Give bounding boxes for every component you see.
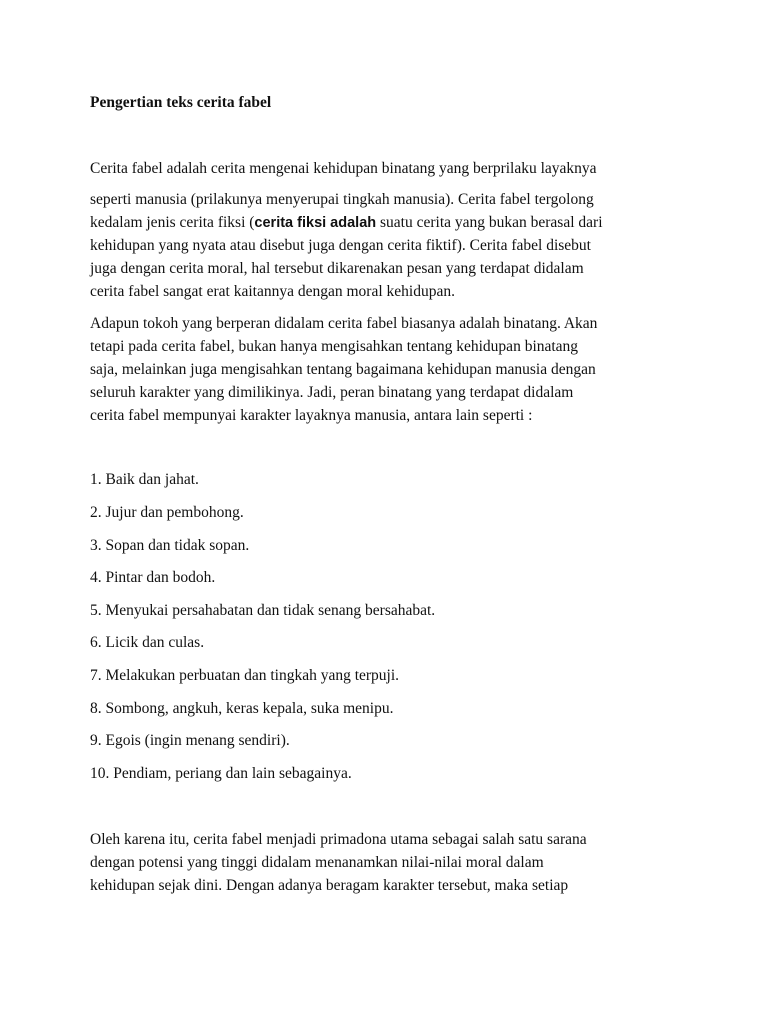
paragraph-1-line-3-pre: kedalam jenis cerita fiksi ( — [90, 214, 255, 231]
list-item: 4. Pintar dan bodoh. — [90, 569, 216, 586]
list-item: 5. Menyukai persahabatan dan tidak senang bersahabat. — [90, 602, 436, 619]
paragraph-1-bold-definition: cerita fiksi adalah — [254, 215, 377, 231]
paragraph-2-line-1: Adapun tokoh yang berperan didalam cerita fabel biasanya adalah binatang. Akan — [90, 315, 598, 332]
paragraph-3-line-3: kehidupan sejak dini. Dengan adanya beragam karakter tersebut, maka setiap — [90, 877, 569, 894]
list-item: 7. Melakukan perbuatan dan tingkah yang terpuji. — [90, 667, 400, 684]
paragraph-1-line-3-post: suatu cerita yang bukan berasal dari — [376, 214, 603, 231]
paragraph-2-line-4: seluruh karakter yang dimilikinya. Jadi, peran binatang yang terdapat didalam — [90, 384, 574, 401]
list-item: 8. Sombong, angkuh, keras kepala, suka menipu. — [90, 700, 394, 717]
paragraph-1-line-3 — [90, 212, 603, 234]
paragraph-2-line-5: cerita fabel mempunyai karakter layaknya manusia, antara lain seperti : — [90, 407, 533, 424]
paragraph-2-line-2: tetapi pada cerita fabel, bukan hanya mengisahkan tentang kehidupan binatang — [90, 338, 579, 355]
list-item: 3. Sopan dan tidak sopan. — [90, 537, 250, 554]
paragraph-1-line-6: cerita fabel sangat erat kaitannya dengan moral kehidupan. — [90, 283, 455, 300]
paragraph-2-line-3: saja, melainkan juga mengisahkan tentang bagaimana kehidupan manusia dengan — [90, 361, 596, 378]
paragraph-1-line-1: Cerita fabel adalah cerita mengenai kehidupan binatang yang berprilaku layaknya — [90, 160, 597, 177]
paragraph-3-line-1: Oleh karena itu, cerita fabel menjadi primadona utama sebagai salah satu sarana — [90, 831, 587, 848]
list-item: 1. Baik dan jahat. — [90, 471, 199, 488]
list-item: 6. Licik dan culas. — [90, 634, 205, 651]
list-item: 10. Pendiam, periang dan lain sebagainya. — [90, 765, 352, 782]
paragraph-1-line-2: seperti manusia (prilakunya menyerupai tingkah manusia). Cerita fabel tergolong — [90, 191, 594, 208]
paragraph-1-line-4: kehidupan yang nyata atau disebut juga dengan cerita fiktif). Cerita fabel disebut — [90, 237, 591, 254]
list-item: 9. Egois (ingin menang sendiri). — [90, 732, 290, 749]
paragraph-1-line-5: juga dengan cerita moral, hal tersebut dikarenakan pesan yang terdapat didalam — [90, 260, 584, 277]
list-item: 2. Jujur dan pembohong. — [90, 504, 244, 521]
paragraph-3-line-2: dengan potensi yang tinggi didalam menanamkan nilai-nilai moral dalam — [90, 854, 544, 871]
document-title: Pengertian teks cerita fabel — [90, 94, 272, 111]
